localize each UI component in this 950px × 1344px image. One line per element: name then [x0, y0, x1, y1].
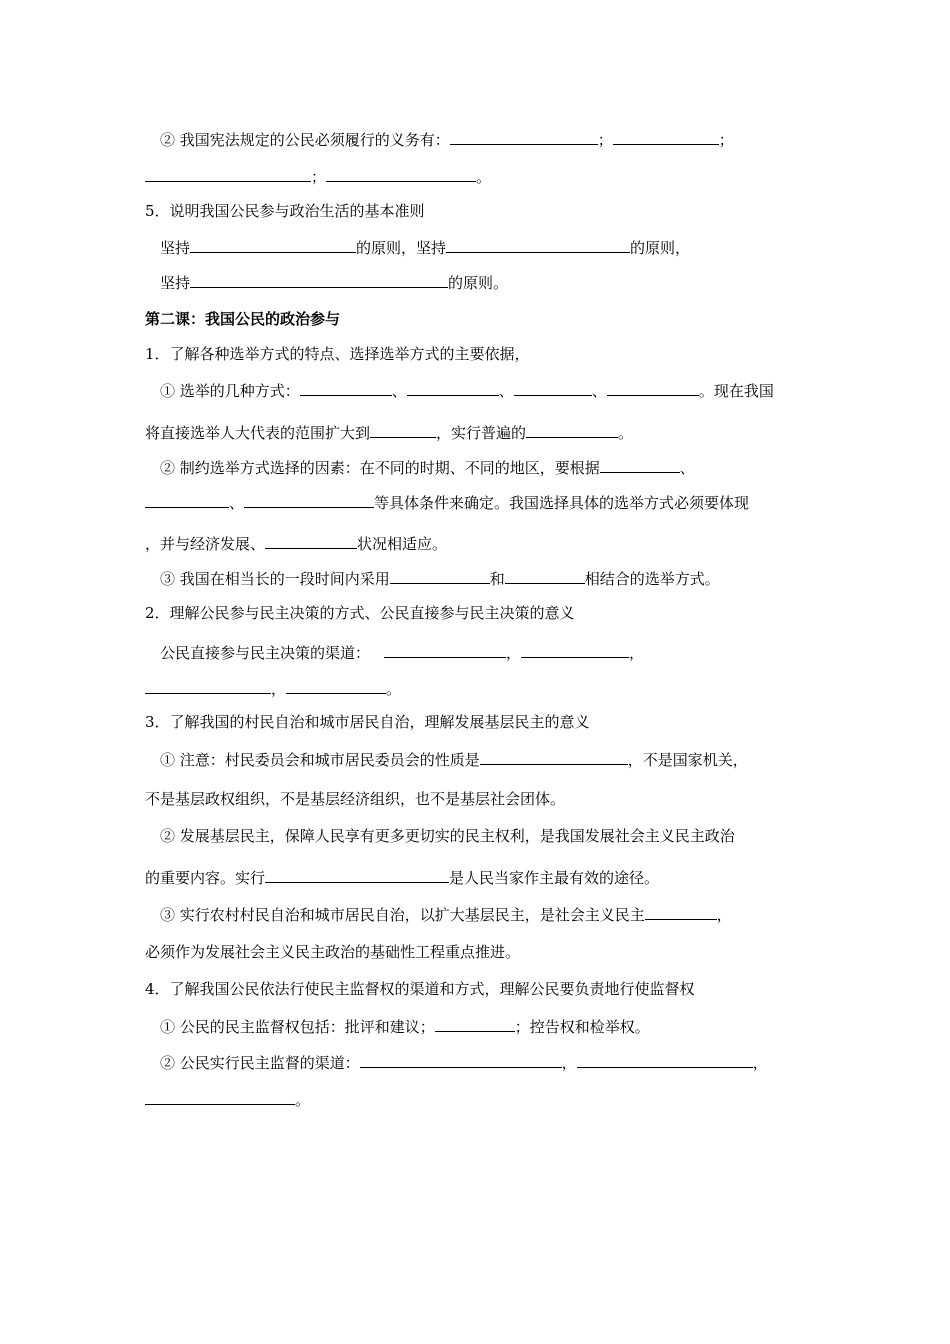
q5-line-1: 坚持 的原则，坚持 的原则，: [160, 236, 690, 256]
blank[interactable]: [607, 379, 699, 396]
s3-a2: 不是基层政权组织，不是基层经济组织，也不是基层社会团体。: [145, 790, 566, 808]
blank[interactable]: [190, 236, 356, 253]
s1-c: ② 制约选举方式选择的因素：在不同的时期、不同的地区，要根据 、: [160, 456, 695, 476]
q5-line-2: 坚持 的原则。: [160, 271, 508, 291]
s4-b: ② 公民实行民主监督的渠道： ， ，: [160, 1051, 768, 1071]
blank[interactable]: [446, 236, 630, 253]
s3-b: ② 发展基层民主，保障人民享有更多更切实的民主权利，是我国发展社会主义民主政治: [160, 827, 735, 845]
s1-title: 1．了解各种选举方式的特点、选择选举方式的主要依据，: [145, 345, 530, 363]
blank[interactable]: [613, 128, 719, 145]
blank[interactable]: [521, 641, 629, 658]
s1-a: ① 选举的几种方式： 、 、 、 。现在我国: [160, 379, 774, 399]
s3-a: ① 注意：村民委员会和城市居民委员会的性质是 ，不是国家机关，: [160, 748, 748, 768]
s4-b2: 。: [145, 1088, 310, 1108]
blank[interactable]: [360, 1051, 562, 1068]
s2-a2: ， 。: [145, 677, 401, 697]
s2-a: 公民直接参与民主决策的渠道： ， ，: [160, 641, 644, 661]
blank[interactable]: [286, 677, 386, 694]
blank[interactable]: [190, 271, 448, 288]
duties-line: ② 我国宪法规定的公民必须履行的义务有： ； ；: [160, 128, 734, 148]
s3-b2: 的重要内容。实行 是人民当家作主最有效的途径。: [145, 866, 659, 886]
s3-title: 3．了解我国的村民自治和城市居民自治，理解发展基层民主的意义: [145, 713, 590, 731]
blank[interactable]: [435, 1015, 515, 1032]
s1-b: 将直接选举人大代表的范围扩大到 ，实行普遍的 。: [145, 421, 633, 441]
blank[interactable]: [145, 1088, 295, 1105]
s1-d: ③ 我国在相当长的一段时间内采用 和 相结合的选举方式。: [160, 567, 720, 587]
blank[interactable]: [600, 456, 680, 473]
blank[interactable]: [265, 532, 357, 549]
blank[interactable]: [505, 567, 585, 584]
lesson2-title: 第二课：我国公民的政治参与: [145, 310, 341, 328]
blank[interactable]: [145, 677, 271, 694]
s1-c3: ，并与经济发展、 状况相适应。: [145, 532, 447, 552]
blank[interactable]: [265, 866, 449, 883]
s3-c2: 必须作为发展社会主义民主政治的基础性工程重点推进。: [145, 943, 521, 961]
s4-title: 4．了解我国公民依法行使民主监督权的渠道和方式，理解公民要负责地行使监督权: [145, 980, 695, 998]
duties-line-2: ； 。: [145, 165, 491, 185]
blank[interactable]: [145, 491, 229, 508]
blank[interactable]: [300, 379, 392, 396]
s3-c: ③ 实行农村村民自治和城市居民自治，以扩大基层民主，是社会主义民主 ，: [160, 903, 732, 923]
blank[interactable]: [450, 128, 598, 145]
s2-title: 2．理解公民参与民主决策的方式、公民直接参与民主决策的意义: [145, 604, 575, 622]
q5-title: 5．说明我国公民参与政治生活的基本准则: [145, 202, 425, 220]
s1-c2: 、 等具体条件来确定。我国选择具体的选举方式必须要体现: [145, 491, 749, 511]
blank[interactable]: [526, 421, 618, 438]
blank[interactable]: [145, 165, 311, 182]
blank[interactable]: [326, 165, 476, 182]
blank[interactable]: [577, 1051, 753, 1068]
blank[interactable]: [407, 379, 499, 396]
blank[interactable]: [514, 379, 592, 396]
blank[interactable]: [645, 903, 717, 920]
blank[interactable]: [244, 491, 374, 508]
s4-a: ① 公民的民主监督权包括：批评和建议； ；控告权和检举权。: [160, 1015, 650, 1035]
blank[interactable]: [390, 567, 490, 584]
blank[interactable]: [480, 748, 628, 765]
blank[interactable]: [384, 641, 506, 658]
blank[interactable]: [370, 421, 436, 438]
